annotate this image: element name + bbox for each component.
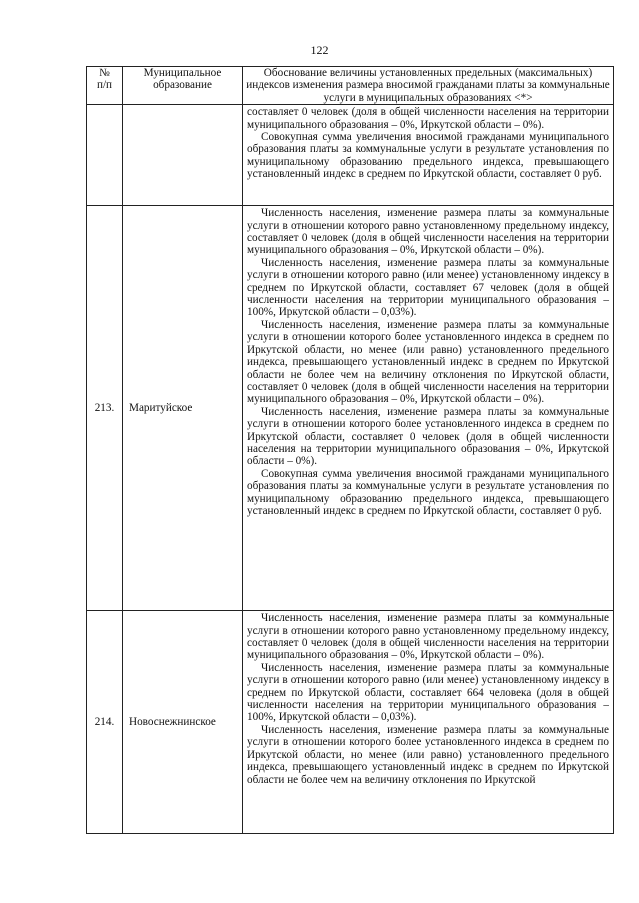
- header-municipality-line1: Муниципальное: [143, 67, 222, 79]
- row-text: [243, 206, 614, 611]
- header-basis-text: Обоснование величины установленных предельных (максимальных) индексов изменения размера вносимой гражданами платы за коммунальные услуги в муниципальных образованиях <*>: [246, 67, 610, 104]
- header-municipality-column: [123, 67, 243, 105]
- page-number: 122: [310, 43, 329, 57]
- row-municipality: [123, 105, 243, 206]
- table-row: [87, 206, 614, 611]
- header-municipality-line2: образование: [153, 79, 212, 92]
- row-text-clip: [247, 612, 609, 786]
- paragraph: Численность населения, изменение размера платы за коммунальные услуги в отношении которого более установленного индекса в среднем по Иркутской области, но менее (или равно) установленного предельного индекса, превышающего установленный индекс в среднем по Иркутской области не более чем на величину отклонения по Иркутской области, составляет 0 человек (доля в общей численности населения на территории муниципального образования – 0%, Иркутской области – 0%).: [247, 318, 609, 406]
- row-number: 214.: [87, 611, 123, 834]
- paragraph: Совокупная сумма увеличения вносимой гражданами муниципального образования платы за коммунальные услуги в результате установления по муниципальному образованию предельного индекса, превышающего установленный индекс в среднем по Иркутской области, составляет 0 руб.: [247, 467, 609, 517]
- header-number-line1: №: [99, 67, 110, 79]
- header-basis-column: [243, 67, 614, 105]
- paragraph: Численность населения, изменение размера платы за коммунальные услуги в отношении которого равно (или менее) установленному индексу в среднем по Иркутской области, составляет 664 человека (доля в общей численности населения на территории муниципального образования – 100%, Иркутской области – 0,03%).: [247, 661, 609, 724]
- row-number: 213.: [87, 206, 123, 611]
- paragraph: Численность населения, изменение размера платы за коммунальные услуги в отношении которого равно установленному предельному индексу, составляет 0 человек (доля в общей численности населения на территории муниципального образования – 0%, Иркутской области – 0%).: [247, 612, 609, 662]
- row-text: [243, 611, 614, 834]
- paragraph: Численность населения, изменение размера платы за коммунальные услуги в отношении которого равно (или менее) установленному индексу в среднем по Иркутской области, составляет 67 человек (доля в общей численности населения на территории муниципального образования – 100%, Иркутской области – 0,03%).: [247, 256, 609, 319]
- table-row: [87, 611, 614, 834]
- paragraph: Численность населения, изменение размера платы за коммунальные услуги в отношении которого более установленного индекса в среднем по Иркутской области, составляет 0 человек (доля в общей численности населения на территории муниципального образования – 0%, Иркутской области – 0%).: [247, 405, 609, 468]
- header-number-column: [87, 67, 123, 105]
- indices-table: [86, 66, 614, 834]
- table-header-row: [87, 67, 614, 105]
- paragraph: Численность населения, изменение размера платы за коммунальные услуги в отношении которого более установленного индекса в среднем по Иркутской области, но менее (или равно) установленного предельного индекса, превышающего установленный индекс в среднем по Иркутской области не более чем на величину отклонения по Иркутской: [247, 723, 609, 786]
- paragraph: составляет 0 человек (доля в общей численности населения на территории муниципального образования – 0%, Иркутской области – 0%).: [247, 106, 609, 131]
- table-row: [87, 105, 614, 206]
- row-number: [87, 105, 123, 206]
- row-text: [243, 105, 614, 206]
- row-municipality: Маритуйское: [123, 206, 243, 611]
- header-number-line2: п/п: [96, 79, 113, 92]
- row-municipality: Новоснежнинское: [123, 611, 243, 834]
- paragraph: Численность населения, изменение размера платы за коммунальные услуги в отношении которого равно установленному предельному индексу, составляет 0 человек (доля в общей численности населения на территории муниципального образования – 0%, Иркутской области – 0%).: [247, 207, 609, 257]
- paragraph: Совокупная сумма увеличения вносимой гражданами муниципального образования платы за коммунальные услуги в результате установления по муниципальному образованию предельного индекса, превышающего установленный индекс в среднем по Иркутской области, составляет 0 руб.: [247, 131, 609, 181]
